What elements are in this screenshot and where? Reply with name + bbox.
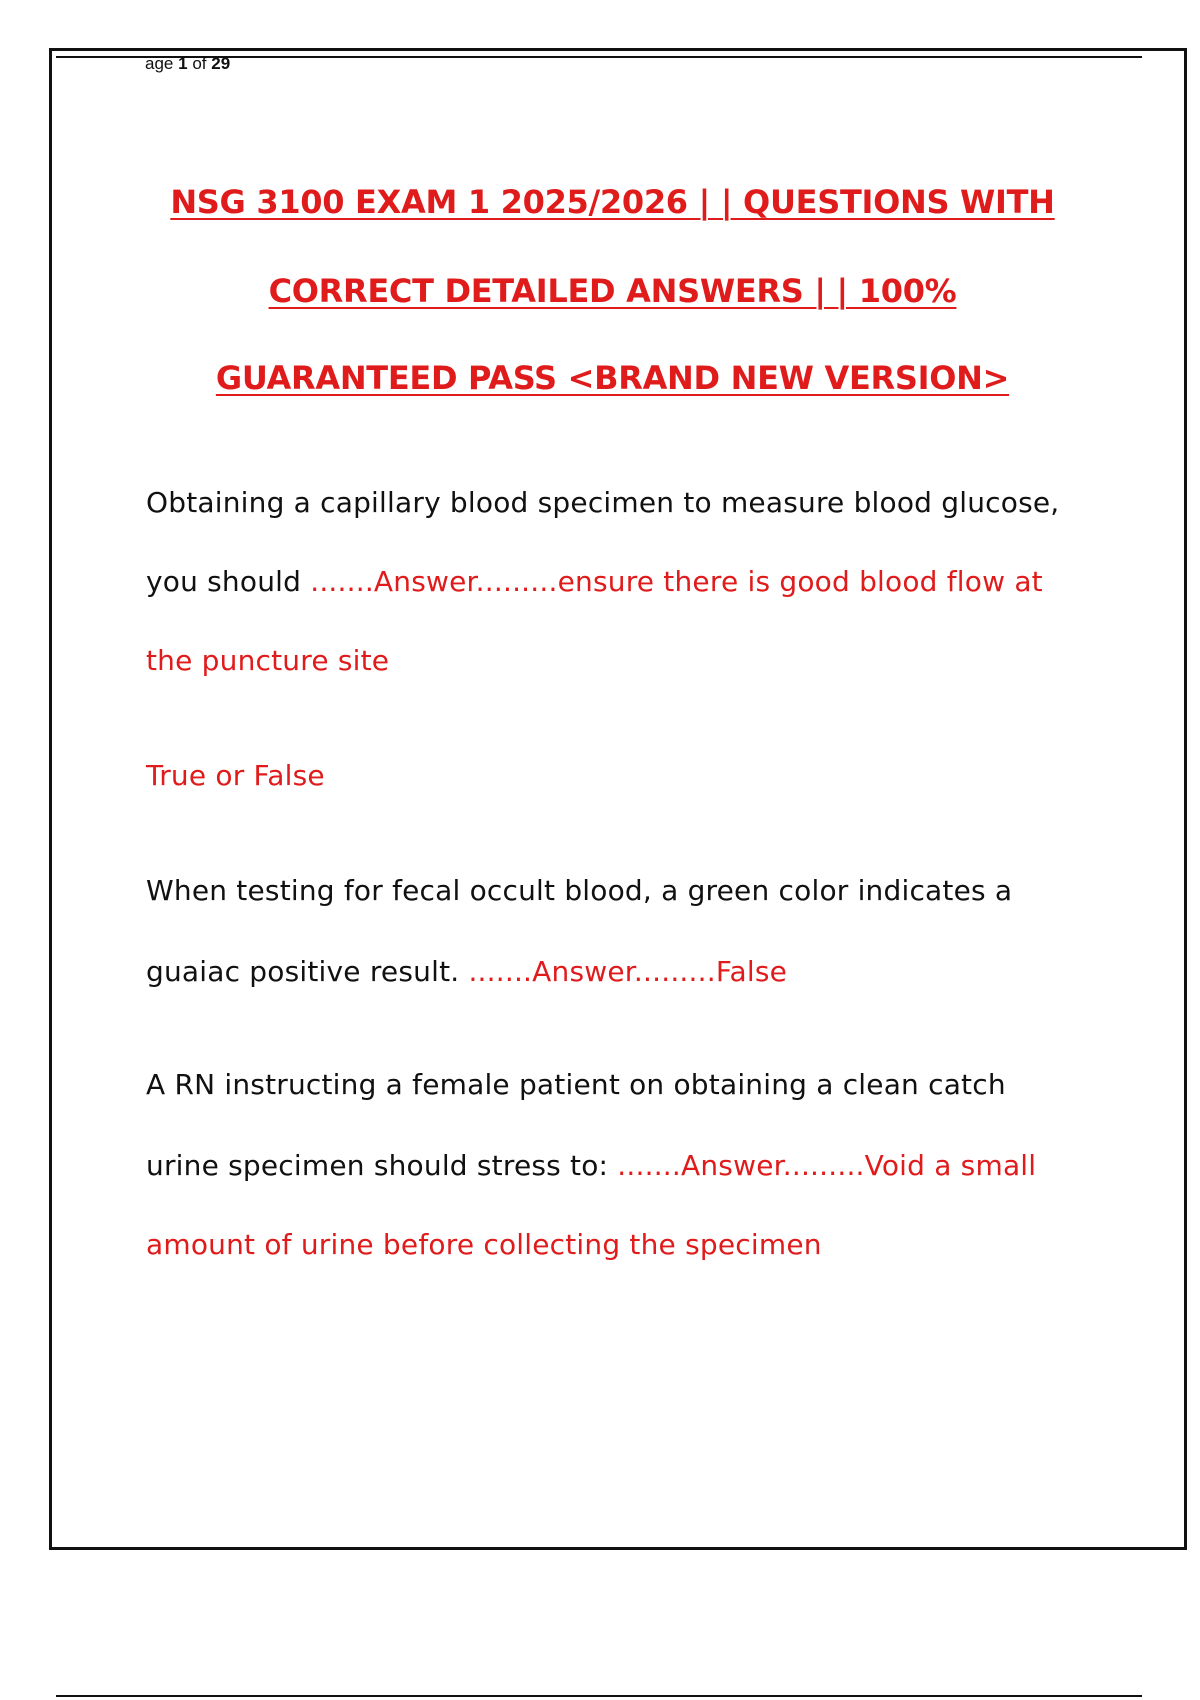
footer-rule xyxy=(56,1695,1142,1697)
question-3-answer-line-3: amount of urine before collecting the specimen xyxy=(146,1228,822,1261)
question-1-line-1: Obtaining a capillary blood specimen to measure blood glucose, xyxy=(146,486,1060,519)
question-1-answer: .......Answer.........ensure there is good blood flow at xyxy=(310,565,1043,598)
page-current: 1 xyxy=(178,54,188,73)
question-3-text: urine specimen should stress to: xyxy=(146,1149,618,1182)
question-2-line-1: When testing for fecal occult blood, a green color indicates a xyxy=(146,874,1013,907)
question-3-answer: .......Answer.........Void a small xyxy=(617,1149,1037,1182)
question-2-text: guaiac positive result. xyxy=(146,955,469,988)
document-title-line-2 xyxy=(60,271,1165,311)
page-prefix: age xyxy=(145,54,174,73)
question-3-line-2 xyxy=(146,1148,1036,1184)
document-title-line-1 xyxy=(60,182,1165,222)
document-title-line-3 xyxy=(60,358,1165,398)
question-1-answer-line-4: True or False xyxy=(146,759,325,792)
question-1-line-2 xyxy=(146,564,1043,600)
title-text-2: CORRECT DETAILED ANSWERS | | 100% xyxy=(268,272,957,310)
title-text-3: GUARANTEED PASS <BRAND NEW VERSION> xyxy=(215,359,1010,397)
question-2-line-2 xyxy=(146,954,787,990)
question-3-line-1: A RN instructing a female patient on obtaining a clean catch xyxy=(146,1068,1006,1101)
page-number xyxy=(145,54,230,74)
title-text-1: NSG 3100 EXAM 1 2025/2026 | | QUESTIONS WITH xyxy=(170,183,1055,221)
question-1-answer-line-3: the puncture site xyxy=(146,644,390,677)
page-total: 29 xyxy=(211,54,231,73)
question-1-text: you should xyxy=(146,565,311,598)
page-of: of xyxy=(192,54,207,73)
question-2-answer: .......Answer.........False xyxy=(468,955,788,988)
